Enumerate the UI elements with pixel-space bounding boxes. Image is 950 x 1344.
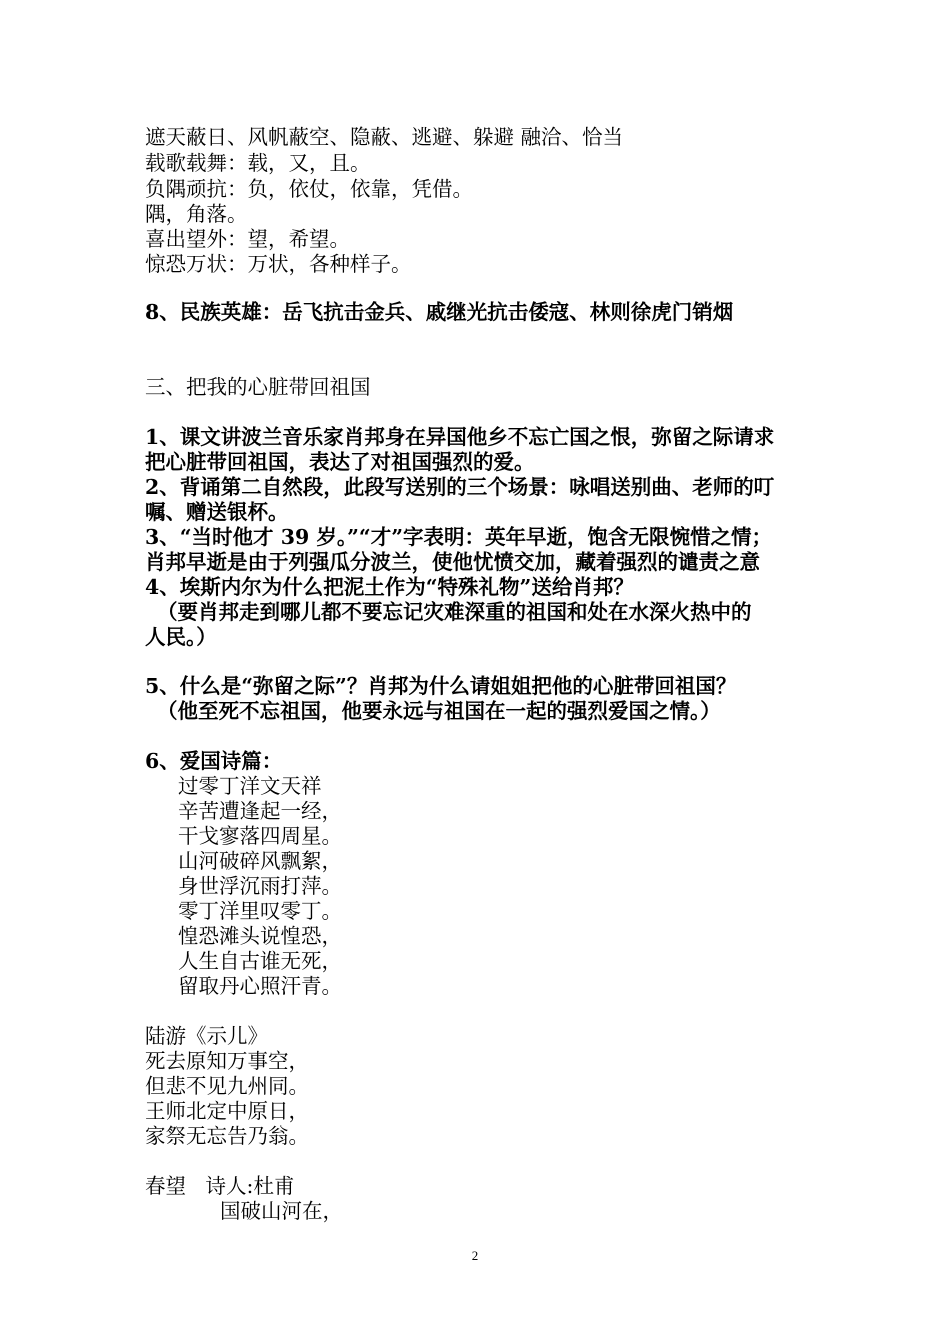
- text-line: 遮天蔽日、风帆蔽空、隐蔽、逃避、躲避 融洽、恰当: [145, 125, 624, 149]
- poem-line: 辛苦遭逢起一经，: [178, 799, 342, 823]
- text-line: 人民。）: [145, 625, 217, 649]
- text-line: 肖邦早逝是由于列强瓜分波兰，使他忧愤交加，藏着强烈的谴责之意: [145, 550, 760, 574]
- text-line: 喜出望外：望，希望。: [145, 227, 350, 251]
- poem-line: 零丁洋里叹零丁。: [178, 899, 342, 923]
- text-line: 5、什么是“弥留之际”？肖邦为什么请姐姐把他的心脏带回祖国？: [145, 674, 737, 698]
- poem-line: 山河破碎风飘絮，: [178, 849, 342, 873]
- text-line: 2、背诵第二自然段，此段写送别的三个场景：咏唱送别曲、老师的叮: [145, 475, 775, 499]
- poem-line: 干戈寥落四周星。: [178, 824, 342, 848]
- poem-line: 但悲不见九州同。: [145, 1074, 309, 1098]
- text-line: 4、埃斯内尔为什么把泥土作为“特殊礼物”送给肖邦？: [145, 575, 634, 599]
- poem-line: 惶恐滩头说惶恐，: [178, 924, 342, 948]
- text-line: 1、课文讲波兰音乐家肖邦身在异国他乡不忘亡国之恨，弥留之际请求: [145, 425, 775, 449]
- poem-line: 身世浮沉雨打萍。: [178, 874, 342, 898]
- text-line: 隅，角落。: [145, 202, 248, 226]
- text-line: （要肖邦走到哪儿都不要忘记灾难深重的祖国和处在水深火热中的: [157, 600, 752, 624]
- text-line: 把心脏带回祖国，表达了对祖国强烈的爱。: [145, 450, 535, 474]
- poem-line: 留取丹心照汗青。: [178, 974, 342, 998]
- poem-title: 春望 诗人:杜甫: [145, 1174, 295, 1198]
- poem-line: 家祭无忘告乃翁。: [145, 1124, 309, 1148]
- section-heading: 三、把我的心脏带回祖国: [145, 375, 371, 399]
- text-line: （他至死不忘祖国，他要永远与祖国在一起的强烈爱国之情。）: [157, 699, 721, 723]
- poem-title: 陆游《示儿》: [145, 1024, 268, 1048]
- poem-line: 国破山河在，: [220, 1199, 343, 1223]
- poem-line: 死去原知万事空，: [145, 1049, 309, 1073]
- text-line: 惊恐万状：万状，各种样子。: [145, 252, 412, 276]
- heading-national-heroes: 8、民族英雄：岳飞抗击金兵、戚继光抗击倭寇、林则徐虎门销烟: [145, 300, 734, 324]
- text-line: 负隅顽抗：负，依仗，依靠，凭借。: [145, 177, 473, 201]
- poem-title: 过零丁洋文天祥: [178, 774, 322, 798]
- poem-line: 人生自古谁无死，: [178, 949, 342, 973]
- text-line: 载歌载舞：载，又，且。: [145, 151, 371, 175]
- text-line: 6、爱国诗篇：: [145, 749, 283, 773]
- poem-line: 王师北定中原日，: [145, 1099, 309, 1123]
- text-line: 嘱、赠送银杯。: [145, 500, 289, 524]
- page-number: 2: [471, 1248, 479, 1263]
- text-line: 3、“当时他才 39 岁。”“才”字表明：英年早逝，饱含无限惋惜之情；: [145, 525, 772, 549]
